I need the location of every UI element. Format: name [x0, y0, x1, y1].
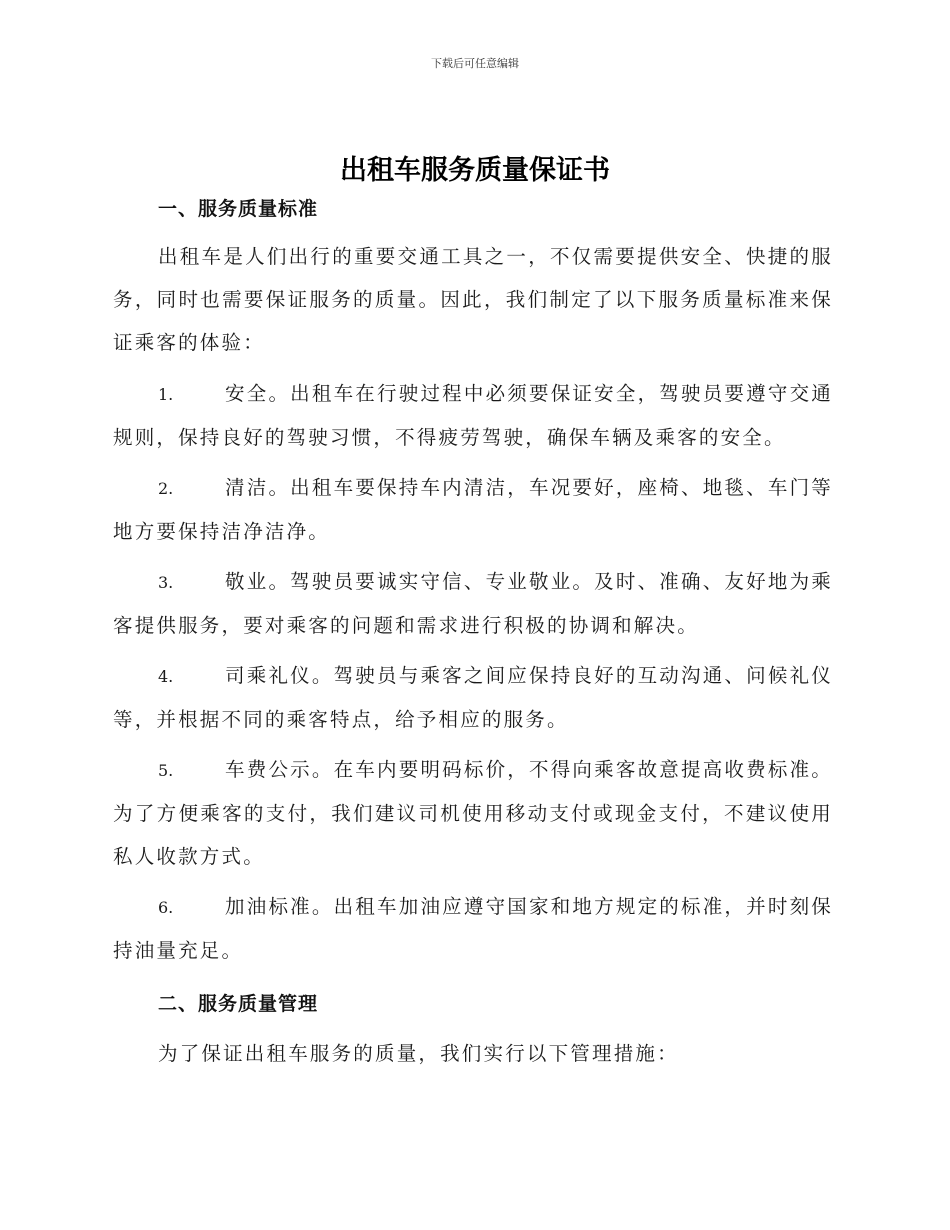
list-item-text: 司乘礼仪。驾驶员与乘客之间应保持良好的互动沟通、问候礼仪等，并根据不同的乘客特点，给予相应的服务。 — [113, 664, 833, 731]
list-item-6 — [113, 885, 833, 972]
list-item-2 — [113, 466, 833, 553]
list-item-number: 2. — [158, 479, 174, 498]
section-2-intro: 为了保证出租车服务的质量，我们实行以下管理措施： — [158, 1042, 679, 1065]
list-item-number: 6. — [158, 898, 174, 917]
list-item-text: 敬业。驾驶员要诚实守信、专业敬业。及时、准确、友好地为乘客提供服务，要对乘客的问题和需求进行积极的协调和解决。 — [113, 570, 833, 637]
document-title: 出租车服务质量保证书 — [340, 155, 610, 186]
list-item-text: 车费公示。在车内要明码标价，不得向乘客故意提高收费标准。为了方便乘客的支付，我们建议司机使用移动支付或现金支付，不建议使用私人收款方式。 — [113, 758, 833, 868]
section-1-intro: 出租车是人们出行的重要交通工具之一，不仅需要提供安全、快捷的服务，同时也需要保证服务的质量。因此，我们制定了以下服务质量标准来保证乘客的体验： — [113, 245, 833, 354]
list-item-number: 5. — [158, 761, 174, 780]
page-header-note: 下载后可任意编辑 — [431, 57, 519, 70]
list-item-1 — [113, 372, 833, 459]
list-item-3 — [113, 560, 833, 647]
section-heading-1: 一、服务质量标准 — [158, 198, 319, 220]
list-item-number: 4. — [158, 667, 174, 686]
section-heading-2: 二、服务质量管理 — [158, 993, 319, 1015]
list-item-number: 1. — [158, 385, 174, 404]
list-item-text: 清洁。出租车要保持车内清洁，车况要好，座椅、地毯、车门等地方要保持洁净洁净。 — [113, 476, 833, 543]
list-item-number: 3. — [158, 573, 174, 592]
list-item-4 — [113, 654, 833, 741]
list-item-text: 加油标准。出租车加油应遵守国家和地方规定的标准，并时刻保持油量充足。 — [113, 895, 833, 962]
list-item-text: 安全。出租车在行驶过程中必须要保证安全，驾驶员要遵守交通规则，保持良好的驾驶习惯，不得疲劳驾驶，确保车辆及乘客的安全。 — [113, 382, 833, 449]
list-item-5 — [113, 748, 833, 878]
